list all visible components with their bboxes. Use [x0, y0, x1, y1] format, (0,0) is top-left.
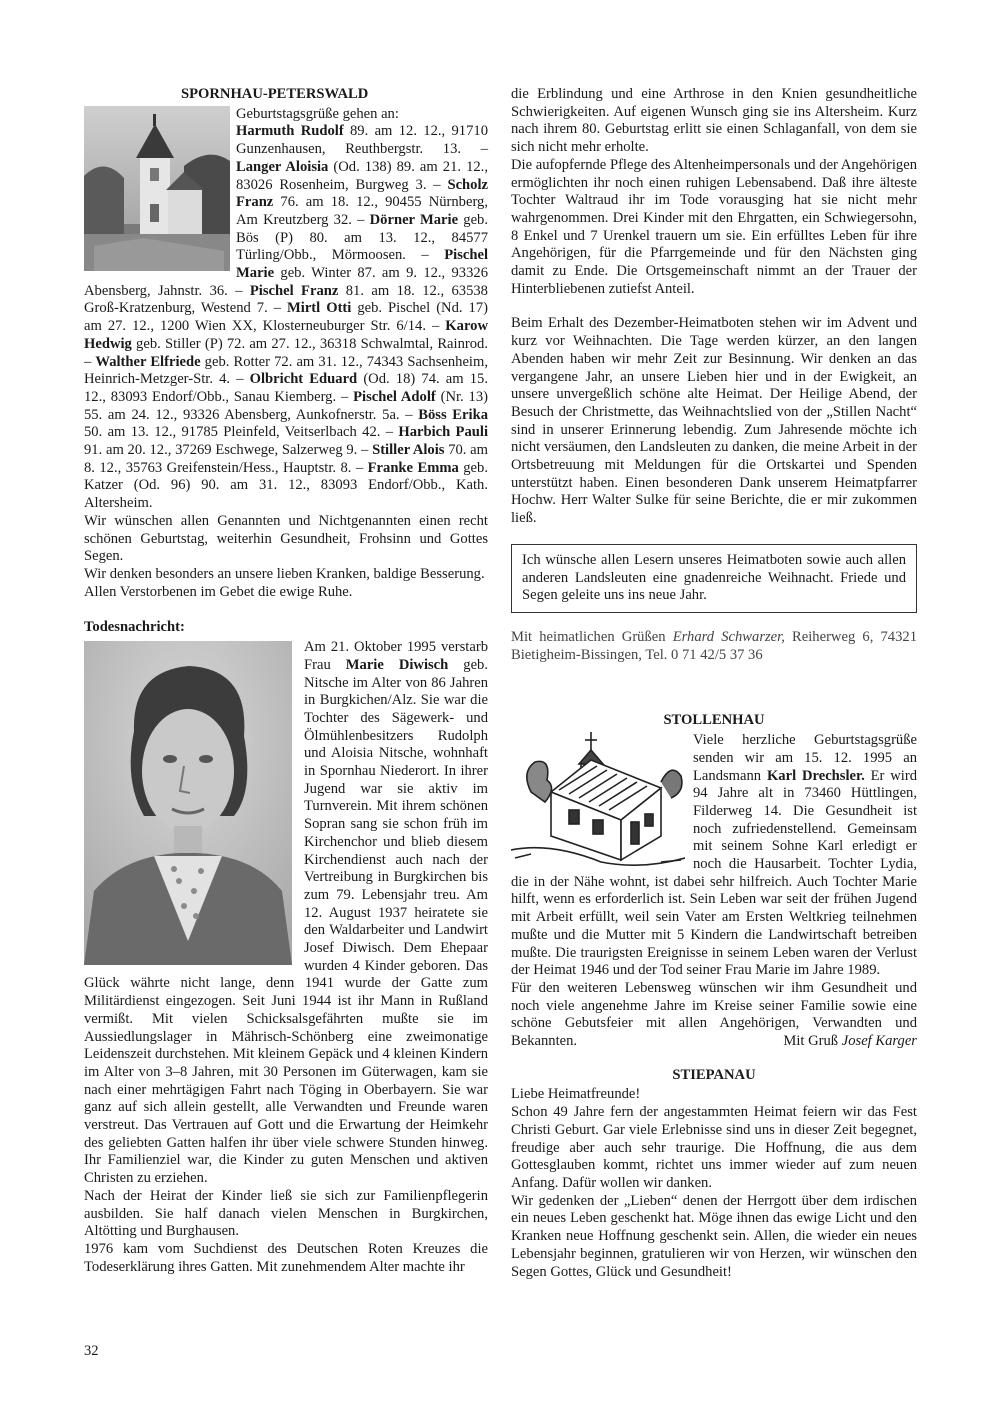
stollenhau-text: Viele herzliche Geburtstagsgrüße senden wir am 15. 12. 1995 an Landsmann Karl Drechsler. Er wird 94 Jahre alt in 73460 Hüttlingen, Filderweg 14. Die Gesundheit ist noch zufriedenstellend. Gemeinsam mit seinem Sohne Karl erledigt er noch die Hausarbeit. Tochter Lydia, die in der Nähe wohnt, ist dabei sehr hilfreich. Auch Tochter Marie hilft, wenn es erforderlich ist. Sein Leben war seit der frühen Jugend mit Arbeit erfüllt, weil sein Vater am Ersten Weltkrieg teilnehmen mußte und die Mutter mit 5 Kindern die Landwirtschaft betreiben mußte. Die traurigsten Ereignisse in seinem Leben waren der Verlust der Heimat 1946 und der Tod seiner Frau Marie im Jahre 1989. — [511, 732, 917, 979]
spornhau-wishes-3: Allen Verstorbenen im Gebet die ewige Ruhe. — [84, 583, 353, 600]
obituary-continued-2: Die aufopfernde Pflege des Altenheimpersonals und der Angehörigen ermöglichten ihr noch einen ruhigen Lebensabend. Daß ihre älteste Tochter Waltraud ihr im Tode vorausging hat sie nicht mehr wahrgenommen. Drei Kinder mit den Ehrgatten, ein Schwiegersohn, 8 Enkel und 7 Urenkel trauern um sie. Ein erfülltes Leben für ihre Angehörigen, für die Pfarrgemeinde und für den Nächsten ging damit zu Ende. Die Ortsgemeinschaft nimmt an der Trauer der Hinterbliebenen zutiefst Anteil. — [511, 156, 917, 297]
left-column — [84, 86, 488, 1276]
christmas-greeting-text: Ich wünsche allen Lesern unseres Heimatboten sowie auch allen anderen Landsleuten eine gnadenreiche Weihnacht. Friede und Segen geleite uns ins neue Jahr. — [522, 551, 906, 604]
spornhau-wishes-2: Wir denken besonders an unsere lieben Kranken, baldige Besserung. — [84, 565, 485, 582]
stiepanau-greeting: Liebe Heimatfreunde! — [511, 1086, 641, 1103]
spornhau-heading: SPORNHAU-PETERSWALD — [181, 86, 369, 102]
stollenhau-closing: Mit Gruß Josef Karger — [783, 1033, 917, 1050]
obituary-heading: Todesnachricht: — [84, 619, 185, 636]
church-photo — [84, 106, 230, 271]
right-column — [511, 86, 917, 1281]
spornhau-birthday-list: Harmuth Rudolf 89. am 12. 12., 91710 Gunzenhausen, Reuthbergstr. 13. – Langer Aloisia (Od. 138) 89. am 21. 12., 83026 Rosenheim, Burgweg 3. – Scholz Franz 76. am 18. 12., 90455 Nürnberg, Am Kreutzberg 32. – Dörner Marie geb. Bös (P) 80. am 13. 12., 84577 Türling/Obb., Mörmoosen. – Pischel Marie geb. Winter 87. am 9. 12., 93326 Abensberg, Jahnstr. 36. – Pischel Franz 81. am 18. 12., 63538 Groß-Kratzenburg, Westend 7. – Mirtl Otti geb. Pischel (Nd. 17) am 27. 12., 1200 Wien XX, Klosterneuburger Str. 6/14. – Karow Hedwig geb. Stiller (P) 72. am 27. 12., 36318 Schwalmtal, Rainrod. – Walther Elfriede geb. Rotter 72. am 31. 12., 74343 Sachsenheim, Heinrich-Metzger-Str. 4. – Olbricht Eduard (Od. 18) 74. am 15. 12., 83093 Endorf/Obb., Sanau Kiemberg. – Pischel Adolf (Nr. 13) 55. am 24. 12., 93326 Abensberg, Aunkofnerstr. 5a. – Böss Erika 50. am 13. 12., 91785 Pleinfeld, Veitserlbach 42. – Harbich Pauli 91. am 20. 12., 37269 Eschwege, Salzerweg 9. – Stiller Alois 70. am 8. 12., 35763 Greifenstein/Hess., Hauptstr. 8. – Franke Emma geb. Katzer (Od. 96) 90. am 31. 12., 83093 Endorf/Obb., Kath. Altersheim. — [84, 123, 488, 512]
stiepanau-text-1: Schon 49 Jahre fern der angestammten Heimat feiern wir das Fest Christi Geburt. Gar viele Erlebnisse sind uns in dieser Zeit begegnet, freudige aber auch sehr traurige. Die Hoffnung, die aus dem Gottesglauben kommt, richtet uns immer wieder auf zum neuen Anfang. Dafür wollen wir danken. — [511, 1104, 917, 1191]
obituary-text-1: Am 21. Oktober 1995 verstarb Frau Marie Diwisch geb. Nitsche im Alter von 86 Jahren in Burgkichen/Alz. Sie war die Tochter des Sägewerk- und Ölmühlenbesitzers Rudolph und Aloisia Nitsche, wohnhaft in Spornhau Niederort. In ihrer Jugend war sie aktiv im Turnverein. Mit ihrem schönen Sopran sang sie schon früh im Kirchenchor und blieb diesem Kirchendienst auch nach der Vertreibung in Burgkirchen bis zum 79. Lebensjahr treu. Am 12. August 1937 heiratete sie den Waldarbeiter und Landwirt Josef Diwisch. Dem Ehepaar wurden 4 Kinder geboren. Das Glück währte nicht lange, denn 1941 wurde der Gatte zum Militärdienst eingezogen. Seit Juni 1944 ist ihr Mann in Rußland vermißt. Mit vielen Schicksalsgefährten mußte sie im Aussiedlungslager in Mährisch-Schönberg eine zweimonatige Leidenszeit durchstehen. Mit kleinem Gepäck und 4 kleinen Kindern im Alter von 3–8 Jahren, mit 30 Personen im Güterwagen, kam sie nach einer mehrtägigen Fahrt nach Töging in Oberbayern. Sie war ganz auf sich allein gestellt, alle Verwandten und Freunde waren verstreut. Das Vertrauen auf Gott und die Erwartung der Heimkehr des geliebten Gatten halfen ihr über viele schwere Stunden hinweg. Ihr Familienziel war, die Kinder zu guten Menschen und aktiven Christen zu erziehen. — [84, 639, 488, 1187]
portrait-photo — [84, 641, 292, 965]
stollenhau-heading: STOLLENHAU — [663, 712, 765, 729]
advent-signature: Mit heimatlichen Grüßen Erhard Schwarzer, Reiherweg 6, 74321 Bietigheim-Bissingen, Tel. 0 71 42/5 37 36 — [511, 628, 917, 663]
obituary-text-3: 1976 kam vom Suchdienst des Deutschen Roten Kreuzes die Todeserklärung ihres Gatten. Mit zunehmendem Alter machte ihr — [84, 1241, 488, 1275]
stiepanau-text-2: Wir gedenken der „Lieben“ denen der Herrgott über dem irdischen ein neues Leben geschenkt hat. Möge ihnen das ewige Licht und den Kranken neue Hoffnung geschenkt sein. Allen, die wieder ein neues Lebensjahr beginnen, gratulieren wir von Herzen, wir wünschen den Segen Gottes, Glück und Gesundheit! — [511, 1192, 917, 1280]
chapel-drawing — [511, 732, 685, 872]
stollenhau-text-2: Für den weiteren Lebensweg wünschen wir ihm Gesundheit und noch viele angenehme Jahre im Kreise seiner Familie sowie eine schöne Gebutsfeier mit allen Angehörigen, Verwandten und Bekannten. — [511, 979, 917, 1050]
stiepanau-heading: STIEPANAU — [672, 1066, 756, 1083]
advent-text: Beim Erhalt des Dezember-Heimatboten stehen wir im Advent und kurz vor Weihnachten. Die Tage werden kürzer, an den langen Abenden haben wir mehr Zeit zur Besinnung. Wir denken an das vergangene Jahr, an unsere Lieben hier und in der Ewigkeit, an unsere unvergeßlich schöne alte Heimat. Der Heilige Abend, der Besuch der Christmette, das Weihnachtslied von der „Stillen Nacht“ sind in unserer Erinnerung lebendig. Zum Jahresende möchte ich nicht versäumen, den Landsleuten zu danken, die meine Arbeit in der Ortsbetreuung mit Meldungen für die Ortskartei und Spenden unterstützt haben. Einen besonderen Dank unserem Heimatpfarrer Hochw. Herr Walter Sulke für seine Berichte, die er mir zukommen ließ. — [511, 315, 917, 527]
christmas-greeting-box — [511, 544, 917, 613]
obituary-text-2: Nach der Heirat der Kinder ließ sie sich zur Familienpflegerin ausbilden. Sie half danach vielen Menschen in Burgkirchen, Altötting und Burghausen. — [84, 1187, 488, 1240]
page-number: 32 — [84, 1343, 99, 1359]
obituary-continued-1: die Erblindung und eine Arthrose in den Knien gesundheitliche Schwierigkeiten. Auf eigenen Wunsch ging sie ins Altersheim. Kurz nach ihrem 80. Geburtstag erlitt sie einen Schlaganfall, von dem sie sich nicht mehr erholte. — [511, 86, 917, 156]
spornhau-wishes-1: Wir wünschen allen Genannten und Nichtgenannten einen recht schönen Geburtstag, weiterhin Gesundheit, Frohsinn und Gottes Segen. — [84, 512, 488, 565]
spornhau-intro: Geburtstagsgrüße gehen an: — [236, 105, 399, 122]
